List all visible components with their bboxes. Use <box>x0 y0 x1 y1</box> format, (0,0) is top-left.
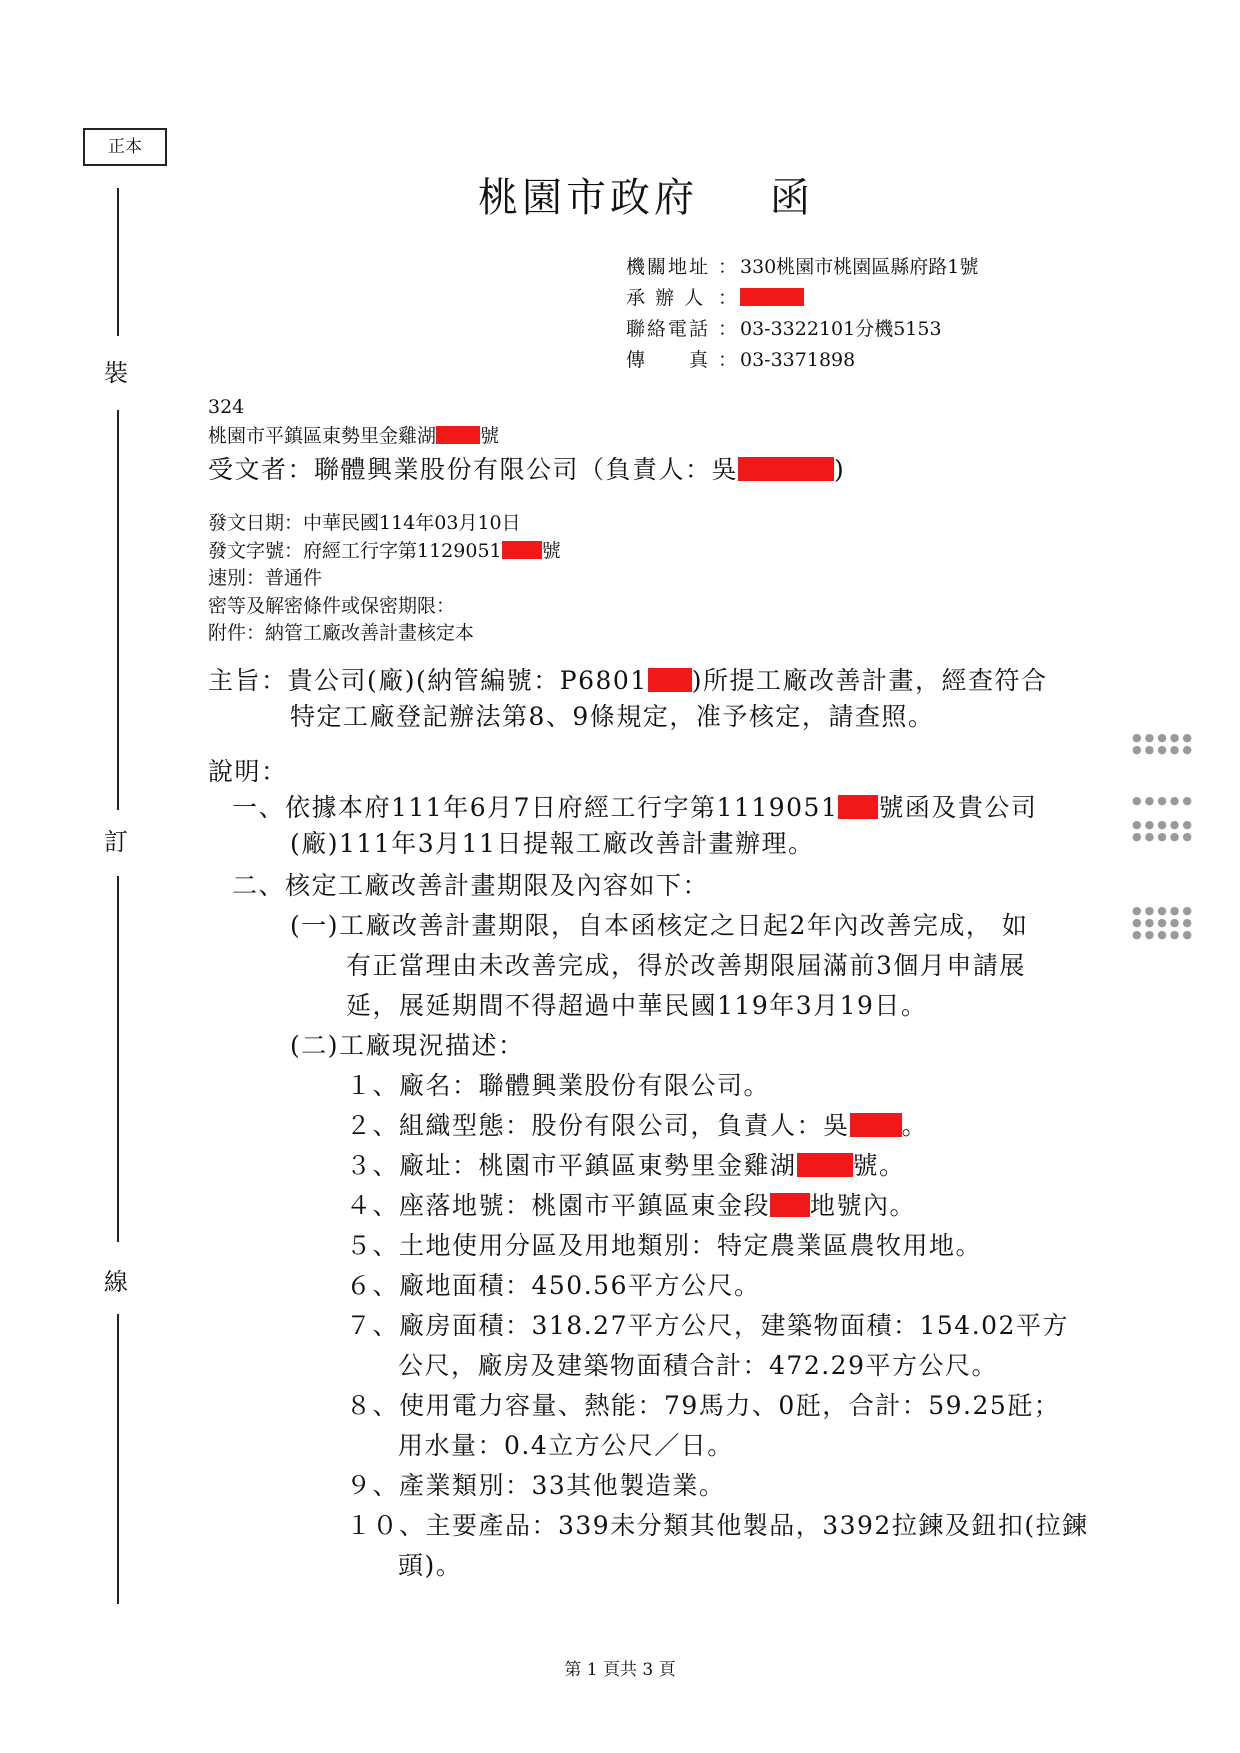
redaction-block <box>838 795 878 819</box>
punch-dots-lower: ●●●●● ●●●●● ●●●●● <box>1132 904 1195 941</box>
binding-char-xian: 線 <box>104 1268 128 1296</box>
recipient-address: 桃園市平鎮區東勢里金雞湖 號 <box>208 425 500 447</box>
binding-line-middle <box>117 410 119 810</box>
copy-label: 正本 <box>108 137 142 157</box>
detail-2: ２、組織型態：股份有限公司，負責人：吳 。 <box>346 1111 929 1140</box>
punch-dots-middle: ●●●●● ●●●●● ●●●●● <box>1132 794 1195 843</box>
redaction-block <box>770 1193 810 1217</box>
detail-10-line-2: 頭)。 <box>398 1551 463 1580</box>
contact-phone: 聯絡電話 ： 03-3322101分機5153 <box>626 314 942 341</box>
contact-label: 傳 真 <box>626 349 711 371</box>
contact-value: 330桃園市桃園區縣府路1號 <box>740 256 979 278</box>
contact-address: 機關地址 ： 330桃園市桃園區縣府路1號 <box>626 252 978 279</box>
copy-label-box <box>83 128 167 166</box>
document-title <box>478 166 814 223</box>
redaction-block <box>436 426 480 444</box>
redaction-block <box>797 1153 853 1177</box>
detail-7-line-2: 公尺，廠房及建築物面積合計：472.29平方公尺。 <box>398 1351 998 1380</box>
item-2: 二、核定工廠改善計畫期限及內容如下： <box>232 871 710 900</box>
redaction-block <box>740 288 804 306</box>
recipient-line: 受文者：聯體興業股份有限公司（負責人：吳 ) <box>208 455 846 484</box>
contact-value: 03-3322101分機5153 <box>740 318 942 340</box>
contact-label: 機關地址 <box>626 256 711 278</box>
detail-5: ５、土地使用分區及用地類別：特定農業區農牧用地。 <box>346 1231 983 1260</box>
sub-1-line-2: 有正當理由未改善完成，得於改善期限屆滿前3個月申請展 <box>346 951 1026 980</box>
punch-dots-upper: ●●●●● ●●●●● <box>1132 731 1195 756</box>
subject-line-2: 特定工廠登記辦法第8、9條規定，准予核定，請查照。 <box>290 702 935 731</box>
sub-2: (二)工廠現況描述： <box>290 1031 525 1060</box>
redaction-block <box>648 668 692 692</box>
postal-code: 324 <box>208 396 245 418</box>
page-footer: 第 1 頁共 3 頁 <box>564 1660 676 1680</box>
detail-7-line-1: ７、廠房面積：318.27平方公尺，建築物面積：154.02平方 <box>346 1311 1069 1340</box>
meta-doc-number: 發文字號：府經工行字第1129051 號 <box>208 540 561 562</box>
meta-date: 發文日期：中華民國114年03月10日 <box>208 512 521 534</box>
binding-line-bottom <box>117 1314 119 1604</box>
detail-8-line-1: ８、使用電力容量、熱能：79馬力、0瓩，合計：59.25瓩； <box>346 1391 1061 1420</box>
redaction-block <box>850 1113 902 1137</box>
binding-line-top <box>117 188 119 336</box>
contact-label: 承 辦 人 <box>626 287 706 309</box>
explanation-label: 說明： <box>208 757 288 786</box>
detail-9: ９、產業類別：33其他製造業。 <box>346 1471 726 1500</box>
agency-name: 桃園市政府 <box>478 175 698 221</box>
contact-fax: 傳 真 ： 03-3371898 <box>626 345 855 372</box>
redaction-block <box>502 541 542 559</box>
detail-10-line-1: １０、主要產品：339未分類其他製品，3392拉鍊及鈕扣(拉鍊 <box>346 1511 1089 1540</box>
binding-char-zhuang: 裝 <box>104 359 128 387</box>
contact-handler: 承 辦 人 ： <box>626 283 804 310</box>
subject-line-1: 主旨：貴公司(廠)(納管編號：P6801 )所提工廠改善計畫，經查符合 <box>208 666 1048 695</box>
detail-3: ３、廠址：桃園市平鎮區東勢里金雞湖 號。 <box>346 1151 906 1180</box>
item-1-line-2: (廠)111年3月11日提報工廠改善計畫辦理。 <box>290 829 815 858</box>
sub-1-line-1: (一)工廠改善計畫期限，自本函核定之日起2年內改善完成， 如 <box>290 911 1029 940</box>
contact-label: 聯絡電話 <box>626 318 711 340</box>
meta-speed: 速別：普通件 <box>208 567 323 589</box>
meta-attachment: 附件：納管工廠改善計畫核定本 <box>208 622 475 644</box>
redaction-block <box>738 457 834 481</box>
sub-1-line-3: 延，展延期間不得超過中華民國119年3月19日。 <box>346 991 928 1020</box>
detail-4: ４、座落地號：桃園市平鎮區東金段 地號內。 <box>346 1191 917 1220</box>
detail-1: １、廠名：聯體興業股份有限公司。 <box>346 1071 771 1100</box>
detail-6: ６、廠地面積：450.56平方公尺。 <box>346 1271 761 1300</box>
binding-char-ding: 訂 <box>104 828 128 856</box>
detail-8-line-2: 用水量：0.4立方公尺／日。 <box>398 1431 734 1460</box>
document-type: 函 <box>770 175 814 221</box>
contact-value: 03-3371898 <box>740 349 856 371</box>
meta-classification: 密等及解密條件或保密期限： <box>208 595 456 617</box>
item-1-line-1: 一、依據本府111年6月7日府經工行字第1119051 號函及貴公司 <box>232 793 1038 822</box>
binding-line-lower <box>117 876 119 1242</box>
